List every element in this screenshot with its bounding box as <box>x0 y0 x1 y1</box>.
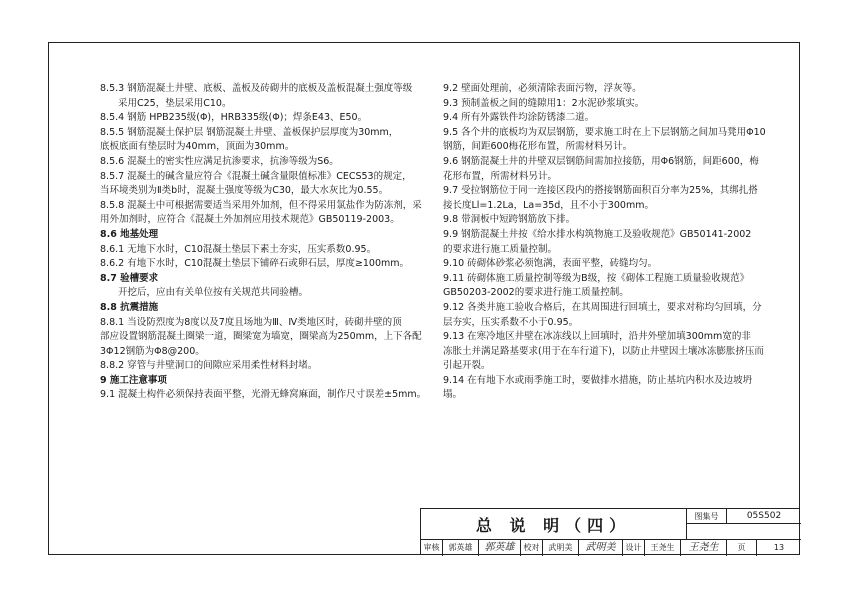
text-line: 8.5.3 钢筋混凝土井壁、底板、盖板及砖砌井的底板及盖板混凝土强度等级 <box>100 83 413 94</box>
section-heading: 8.8 抗震措施 <box>100 301 159 313</box>
reviewer-signature: 郭英雄 <box>479 540 521 556</box>
text-line: 9.13 在寒冷地区井壁在冰冻线以上回填时，沿井外壁加填300mm宽的非 <box>443 331 751 343</box>
section-heading: 8.7 验槽要求 <box>100 272 159 284</box>
reviewer-name: 郭英雄 <box>443 540 479 556</box>
text-line: GB50203-2002的要求进行施工质量控制。 <box>443 287 629 299</box>
text-line: 9.11 砖砌体施工质量控制等级为B级，按《砌体工程施工质量验收规范》 <box>443 272 750 284</box>
text-line: 部应设置钢筋混凝土圈梁一道，圈梁宽为墙宽，圈梁高为250mm，上下各配 <box>100 331 422 343</box>
text-line: 8.5.5 钢筋混凝土保护层 钢筋混凝土井壁、盖板保护层厚度为30mm， <box>100 126 399 138</box>
text-line: 8.8.2 穿管与井壁洞口的间隙应采用柔性材料封堵。 <box>100 360 318 372</box>
section-heading: 8.6 地基处理 <box>100 228 159 240</box>
text-line: 用外加剂时，应符合《混凝土外加剂应用技术规范》GB50119-2003。 <box>100 214 400 226</box>
page-number: 13 <box>773 543 785 552</box>
title-block <box>420 508 800 555</box>
checker-name: 武明美 <box>543 540 579 556</box>
text-line: 8.5.4 钢筋 HPB235级(Φ)，HRB335级(Φ)；焊条E43、E50。 <box>100 112 368 124</box>
text-line: 引起开裂。 <box>443 360 491 372</box>
page-label: 页 <box>727 540 757 556</box>
text-line: 9.4 所有外露铁件均涂防锈漆二道。 <box>443 112 595 124</box>
text-line: 9.8 带洞板中短跨钢筋放下排。 <box>443 214 576 226</box>
checker-signature: 武明美 <box>579 540 623 556</box>
text-line: 的要求进行施工质量控制。 <box>443 243 558 255</box>
text-line: 开挖后，应由有关单位按有关规范共同验槽。 <box>118 287 309 299</box>
atlas-number: 05S502 <box>727 509 801 524</box>
text-line: 9.5 各个井的底板均为双层钢筋，要求施工时在上下层钢筋之间加马凳用Φ10 <box>443 126 766 138</box>
text-line: 8.5.7 混凝土的碱含量应符合《混凝土碱含量限值标准》CECS53的规定， <box>100 170 412 182</box>
text-line: 9.10 砖砌体砂浆必须饱满，表面平整，砖缝均匀。 <box>443 258 658 270</box>
text-line: 当环境类别为Ⅱ类b时，混凝土强度等级为C30，最大水灰比为0.55。 <box>100 185 389 197</box>
text-line: 8.5.8 混凝土中可根据需要适当采用外加剂，但不得采用氯盐作为防冻剂，采 <box>100 199 422 211</box>
text-line: 接长度Ll=1.2La，La=35d，且不小于300mm。 <box>443 199 654 211</box>
title-block-blank-cell <box>687 524 801 540</box>
text-line: 9.2 壁面处理前，必须清除表面污物，浮灰等。 <box>443 83 642 94</box>
design-label: 设计 <box>623 540 645 556</box>
text-line: 塌。 <box>443 389 463 401</box>
text-line: 8.6.2 有地下水时，C10混凝土垫层下铺碎石或卵石层，厚度≥100mm。 <box>100 258 410 270</box>
text-line: 9.9 钢筋混凝土井按《给水排水构筑物施工及验收规范》GB50141-2002 <box>443 228 752 240</box>
text-line: 层夯实，压实系数不小于0.95。 <box>443 316 579 328</box>
text-line: 8.5.6 混凝土的密实性应满足抗渗要求，抗渗等级为S6。 <box>100 155 339 167</box>
text-line: 9.7 受拉钢筋位于同一连接区段内的搭接钢筋面积百分率为25%，其绑扎搭 <box>443 185 758 197</box>
text-line: 冻胀土并满足路基要求(用于在车行道下)，以防止井壁因土壤冰冻膨胀挤压而 <box>443 345 764 357</box>
atlas-number-label: 图集号 <box>687 509 727 524</box>
text-line: 9.12 各类井施工验收合格后，在其周围进行回填土，要求对称均匀回填，分 <box>443 301 762 313</box>
text-line: 钢筋，间距600梅花形布置，所需材料另计。 <box>443 141 633 153</box>
text-line: 采用C25，垫层采用C10。 <box>118 97 232 109</box>
text-line: 9.6 钢筋混凝土井的井壁双层钢筋间需加拉接筋，用Φ6钢筋，间距600，梅 <box>443 155 759 167</box>
section-heading: 9 施工注意事项 <box>100 374 167 386</box>
text-line: 花形布置，所需材料另计。 <box>443 170 558 182</box>
designer-signature: 王尧生 <box>681 540 727 556</box>
text-line: 9.14 在有地下水或雨季施工时，要做排水措施，防止基坑内积水及边坡坍 <box>443 374 753 386</box>
right-column <box>443 82 766 403</box>
check-label: 校对 <box>521 540 543 556</box>
text-line: 9.3 预制盖板之间的缝隙用1：2水泥砂浆填实。 <box>443 97 645 109</box>
designer-name: 王尧生 <box>645 540 681 556</box>
text-line: 8.6.1 无地下水时，C10混凝土垫层下素土夯实，压实系数0.95。 <box>100 243 377 255</box>
text-line: 3Φ12钢筋为Φ8@200。 <box>100 345 205 357</box>
text-line: 底板底面有垫层时为40mm，顶面为30mm。 <box>100 141 295 153</box>
text-line: 9.1 混凝土构件必须保持表面平整，光滑无蜂窝麻面，制作尺寸误差±5mm。 <box>100 389 427 401</box>
sheet-title: 总 说 明（四） <box>421 509 687 540</box>
signature-row <box>421 540 801 556</box>
text-line: 8.8.1 当设防烈度为8度以及7度且场地为Ⅲ、Ⅳ类地区时，砖砌井壁的顶 <box>100 316 402 328</box>
review-label: 审核 <box>421 540 443 556</box>
left-column <box>100 82 426 403</box>
